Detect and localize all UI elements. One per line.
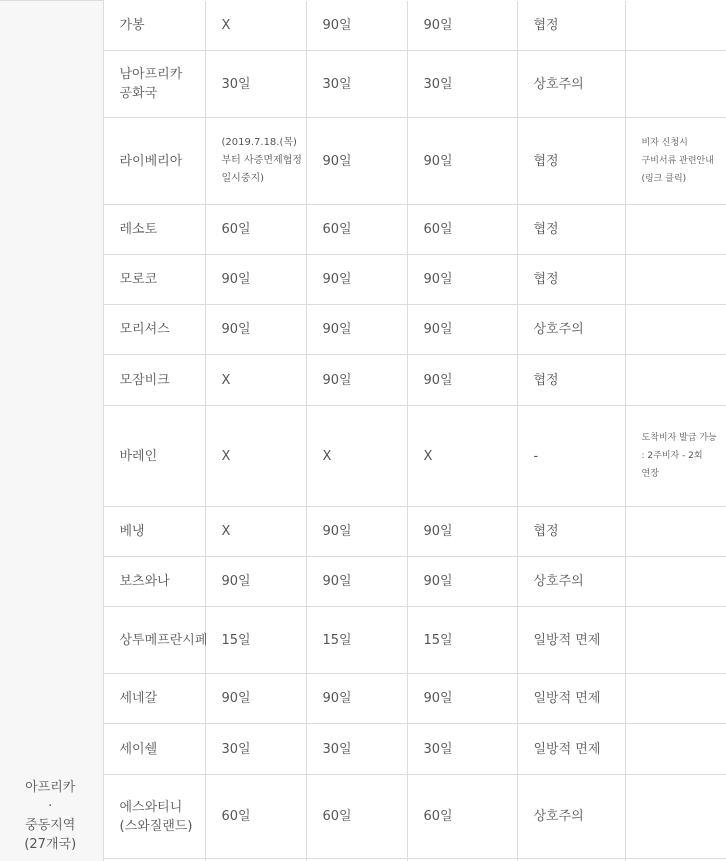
waiver-ordinary-cell: 30일 bbox=[205, 724, 306, 775]
table-row bbox=[0, 724, 726, 775]
waiver-official-cell: 90일 bbox=[306, 255, 407, 305]
waiver-diplomatic-cell: 60일 bbox=[407, 205, 517, 255]
waiver-ordinary-cell: X bbox=[205, 507, 306, 557]
waiver-official-cell: 60일 bbox=[306, 775, 407, 859]
table-row bbox=[0, 305, 726, 355]
waiver-official-cell: 90일 bbox=[306, 355, 407, 406]
country-cell: 세네갈 bbox=[103, 674, 205, 724]
region-label-line3: 중동지역 bbox=[25, 818, 76, 833]
table-row bbox=[0, 118, 726, 205]
legal-basis-cell: 협정 bbox=[517, 507, 625, 557]
legal-basis-cell: 협정 bbox=[517, 118, 625, 205]
waiver-official-cell: 60일 bbox=[306, 205, 407, 255]
note-cell bbox=[625, 724, 726, 775]
table-row bbox=[0, 674, 726, 724]
region-cell bbox=[0, 1, 103, 861]
table-row bbox=[0, 507, 726, 557]
table-row bbox=[0, 355, 726, 406]
waiver-diplomatic-cell: 30일 bbox=[407, 724, 517, 775]
waiver-ordinary-cell: 90일 bbox=[205, 255, 306, 305]
country-cell: 베냉 bbox=[103, 507, 205, 557]
waiver-diplomatic-cell: 90일 bbox=[407, 305, 517, 355]
waiver-official-cell: 90일 bbox=[306, 305, 407, 355]
region-label-line1: 아프리카 bbox=[25, 780, 76, 795]
waiver-diplomatic-cell: 90일 bbox=[407, 674, 517, 724]
legal-basis-cell: 상호주의 bbox=[517, 305, 625, 355]
waiver-ordinary-cell: 60일 bbox=[205, 775, 306, 859]
table-row bbox=[0, 607, 726, 674]
waiver-official-cell: 90일 bbox=[306, 557, 407, 607]
country-cell: 에스와티니 (스와질랜드) bbox=[103, 775, 205, 859]
legal-basis-cell: 상호주의 bbox=[517, 557, 625, 607]
legal-basis-cell: 상호주의 bbox=[517, 51, 625, 118]
waiver-official-cell: 90일 bbox=[306, 507, 407, 557]
note-cell bbox=[625, 557, 726, 607]
table-row bbox=[0, 406, 726, 507]
waiver-official-cell: 15일 bbox=[306, 607, 407, 674]
region-label-line2: · bbox=[48, 799, 53, 814]
country-cell: 라이베리아 bbox=[103, 118, 205, 205]
note-cell bbox=[625, 51, 726, 118]
waiver-ordinary-cell: 30일 bbox=[205, 51, 306, 118]
waiver-diplomatic-cell: X bbox=[407, 406, 517, 507]
legal-basis-cell: 일방적 면제 bbox=[517, 607, 625, 674]
note-cell bbox=[625, 775, 726, 859]
waiver-ordinary-cell: (2019.7.18.(목)부터 사증면제협정 일시중지) bbox=[205, 118, 306, 205]
table-row bbox=[0, 51, 726, 118]
country-cell: 가봉 bbox=[103, 1, 205, 51]
waiver-ordinary-cell: 60일 bbox=[205, 205, 306, 255]
waiver-diplomatic-cell: 60일 bbox=[407, 775, 517, 859]
waiver-diplomatic-cell: 90일 bbox=[407, 507, 517, 557]
legal-basis-cell: 상호주의 bbox=[517, 775, 625, 859]
note-cell bbox=[625, 507, 726, 557]
legal-basis-cell: 협정 bbox=[517, 355, 625, 406]
waiver-ordinary-cell: X bbox=[205, 1, 306, 51]
waiver-ordinary-cell: 90일 bbox=[205, 305, 306, 355]
table-row bbox=[0, 205, 726, 255]
legal-basis-cell: 협정 bbox=[517, 1, 625, 51]
country-cell: 바레인 bbox=[103, 406, 205, 507]
waiver-official-cell: 30일 bbox=[306, 724, 407, 775]
waiver-diplomatic-cell: 15일 bbox=[407, 607, 517, 674]
waiver-diplomatic-cell: 30일 bbox=[407, 51, 517, 118]
legal-basis-cell: 일방적 면제 bbox=[517, 724, 625, 775]
waiver-ordinary-cell: 15일 bbox=[205, 607, 306, 674]
table-row bbox=[0, 775, 726, 859]
country-cell: 보츠와나 bbox=[103, 557, 205, 607]
country-cell: 모리셔스 bbox=[103, 305, 205, 355]
country-cell: 세이쉘 bbox=[103, 724, 205, 775]
country-cell: 모잠비크 bbox=[103, 355, 205, 406]
waiver-official-cell: 90일 bbox=[306, 118, 407, 205]
table-row bbox=[0, 1, 726, 51]
table-row bbox=[0, 255, 726, 305]
table-row bbox=[0, 557, 726, 607]
legal-basis-cell: 일방적 면제 bbox=[517, 674, 625, 724]
waiver-ordinary-cell: X bbox=[205, 355, 306, 406]
note-cell[interactable]: 비자 신청시 구비서류 관련안내 (링크 클릭) bbox=[625, 118, 726, 205]
legal-basis-cell: - bbox=[517, 406, 625, 507]
note-cell bbox=[625, 1, 726, 51]
country-cell: 모로코 bbox=[103, 255, 205, 305]
note-cell bbox=[625, 607, 726, 674]
legal-basis-cell: 협정 bbox=[517, 255, 625, 305]
country-cell: 상투메프란시페 bbox=[103, 607, 205, 674]
region-label-line4: (27개국) bbox=[24, 837, 77, 852]
waiver-diplomatic-cell: 90일 bbox=[407, 1, 517, 51]
waiver-ordinary-cell: 90일 bbox=[205, 674, 306, 724]
waiver-ordinary-cell: X bbox=[205, 406, 306, 507]
note-cell[interactable]: 도착비자 발급 가능 : 2주비자 - 2회 연장 bbox=[625, 406, 726, 507]
note-cell bbox=[625, 255, 726, 305]
country-cell: 레소토 bbox=[103, 205, 205, 255]
note-cell bbox=[625, 305, 726, 355]
note-cell bbox=[625, 205, 726, 255]
note-cell bbox=[625, 355, 726, 406]
waiver-diplomatic-cell: 90일 bbox=[407, 355, 517, 406]
waiver-official-cell: 90일 bbox=[306, 674, 407, 724]
waiver-diplomatic-cell: 90일 bbox=[407, 118, 517, 205]
note-cell bbox=[625, 674, 726, 724]
legal-basis-cell: 협정 bbox=[517, 205, 625, 255]
waiver-diplomatic-cell: 90일 bbox=[407, 255, 517, 305]
waiver-ordinary-cell: 90일 bbox=[205, 557, 306, 607]
waiver-official-cell: 30일 bbox=[306, 51, 407, 118]
waiver-official-cell: X bbox=[306, 406, 407, 507]
country-cell: 남아프리카 공화국 bbox=[103, 51, 205, 118]
waiver-diplomatic-cell: 90일 bbox=[407, 557, 517, 607]
waiver-official-cell: 90일 bbox=[306, 1, 407, 51]
